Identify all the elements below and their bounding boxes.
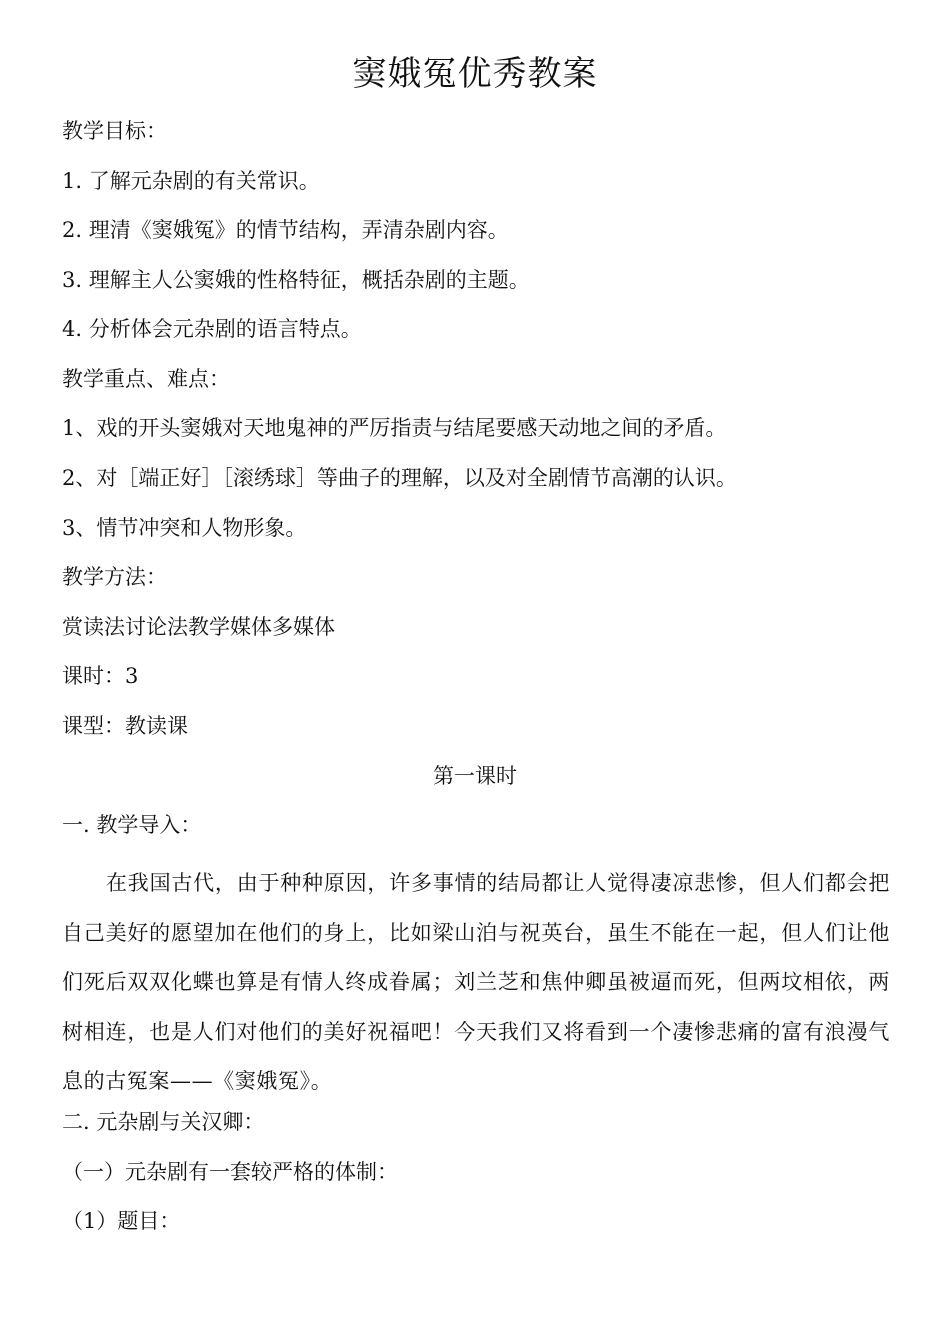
intro-heading: 一. 教学导入：	[62, 813, 202, 837]
subsection-1-heading: （一）元杂剧有一套较严格的体制：	[62, 1160, 398, 1184]
keypoint-item-1: 1、戏的开头窦娥对天地鬼神的严厉指责与结尾要感天动地之间的矛盾。	[62, 416, 727, 440]
objective-item-3: 3. 理解主人公窦娥的性格特征，概括杂剧的主题。	[62, 268, 530, 292]
intro-paragraph: 在我国古代，由于种种原因，许多事情的结局都让人觉得凄凉悲惨，但人们都会把自己美好的愿望加在他们的身上，比如梁山泊与祝英台，虽生不能在一起，但人们让他们死后双双化蝶也算是有情人终成眷属；刘兰芝和焦仲卿虽被逼而死，但两坟相依，两树相连，也是人们对他们的美好祝福吧！今天我们又将看到一个凄惨悲痛的富有浪漫气息的古冤案——《窦娥冤》。	[62, 871, 890, 1093]
keypoint-item-2: 2、对［端正好］［滚绣球］等曲子的理解，以及对全剧情节高潮的认识。	[62, 466, 737, 490]
section-title: 第一课时	[433, 764, 517, 788]
document-title: 窦娥冤优秀教案	[352, 54, 598, 94]
objective-item-1: 1. 了解元杂剧的有关常识。	[62, 169, 320, 193]
lesson-hours: 课时：3	[62, 664, 139, 688]
objectives-heading: 教学目标：	[62, 119, 167, 143]
methods-heading: 教学方法：	[62, 565, 167, 589]
objective-item-4: 4. 分析体会元杂剧的语言特点。	[62, 317, 362, 341]
methods-text: 赏读法讨论法教学媒体多媒体	[62, 615, 335, 639]
keypoints-heading: 教学重点、难点：	[62, 367, 230, 391]
lesson-type: 课型：教读课	[62, 714, 188, 738]
keypoint-item-3: 3、情节冲突和人物形象。	[62, 516, 307, 540]
part2-heading: 二. 元杂剧与关汉卿：	[62, 1110, 265, 1134]
subsection-1-item-1: （1）题目：	[62, 1209, 181, 1233]
objective-item-2: 2. 理清《窦娥冤》的情节结构，弄清杂剧内容。	[62, 218, 509, 242]
